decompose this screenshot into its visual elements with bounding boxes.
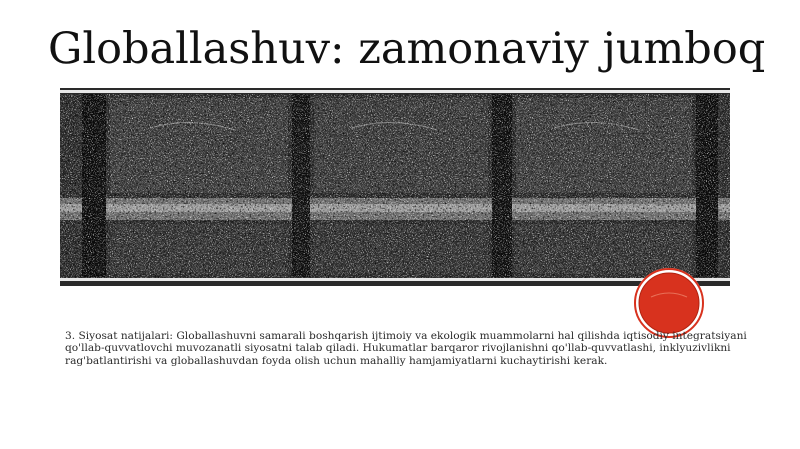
- slide-title: Globallashuv: zamonaviy jumboq: [48, 24, 766, 74]
- noisy-film-strip-icon: [60, 88, 730, 286]
- red-circle-badge: [633, 267, 705, 339]
- film-strip-image: [60, 88, 730, 286]
- red-circle-icon: [633, 267, 705, 339]
- body-paragraph: 3. Siyosat natijalari: Globallashuvni samarali boshqarish ijtimoiy va ekologik muammolarni hal qilishda iqtisodiy integratsiyani qo'llab-quvvatlovchi muvozanatli siyosatni talab qiladi. Hukumatlar barqaror rivojlanishni qo'llab-quvvatlashi, inklyuzivlikni rag'batlantirishi va globallashuvdan foyda olish uchun mahalliy hamjamiyatlarni kuchaytirishi kerak.: [65, 330, 747, 367]
